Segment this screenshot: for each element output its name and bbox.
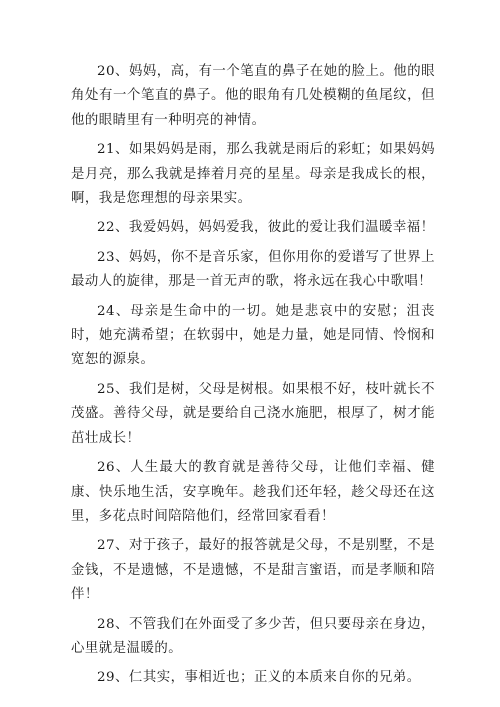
- paragraph-25: 25、我们是树，父母是树根。如果根不好，枝叶就长不茂盛。善待父母，就是要给自己浇水施肥，根厚了，树才能茁壮成长！: [71, 381, 435, 446]
- paragraph-29: 29、仁其实，事相近也；正义的本质来自你的兄弟。: [97, 670, 421, 686]
- paragraph-24: 24、母亲是生命中的一切。她是悲哀中的安慰；沮丧时，她充满希望；在软弱中，她是力量，她是同情、怜悯和宽恕的源泉。: [71, 303, 435, 368]
- paragraph-28: 28、不管我们在外面受了多少苦，但只要母亲在身边，心里就是温暖的。: [71, 616, 435, 656]
- paragraph-23: 23、妈妈，你不是音乐家，但你用你的爱谱写了世界上最动人的旋律，那是一首无声的歌，将永远在我心中歌唱！: [71, 249, 435, 290]
- document-body: [71, 60, 435, 696]
- paragraph-22: 22、我爱妈妈，妈妈爱我，彼此的爱让我们温暖幸福！: [97, 220, 435, 236]
- paragraph-20: 20、妈妈，高，有一个笔直的鼻子在她的脸上。他的眼角处有一个笔直的鼻子。他的眼角有几处模糊的鱼尾纹，但他的眼睛里有一种明亮的神情。: [71, 64, 435, 128]
- paragraph-26: 26、人生最大的教育就是善待父母，让他们幸福、健康、快乐地生活，安享晚年。趁我们还年轻，趁父母还在这里，多花点时间陪陪他们，经常回家看看！: [71, 460, 435, 524]
- paragraph-27: 27、对于孩子，最好的报答就是父母，不是别墅，不是金钱，不是遗憾，不是遗憾，不是甜言蜜语，而是孝顺和陪伴！: [71, 538, 435, 603]
- paragraph-21: 21、如果妈妈是雨，那么我就是雨后的彩虹；如果妈妈是月亮，那么我就是捧着月亮的星星。母亲是我成长的根，啊，我是您理想的母亲果实。: [71, 142, 435, 207]
